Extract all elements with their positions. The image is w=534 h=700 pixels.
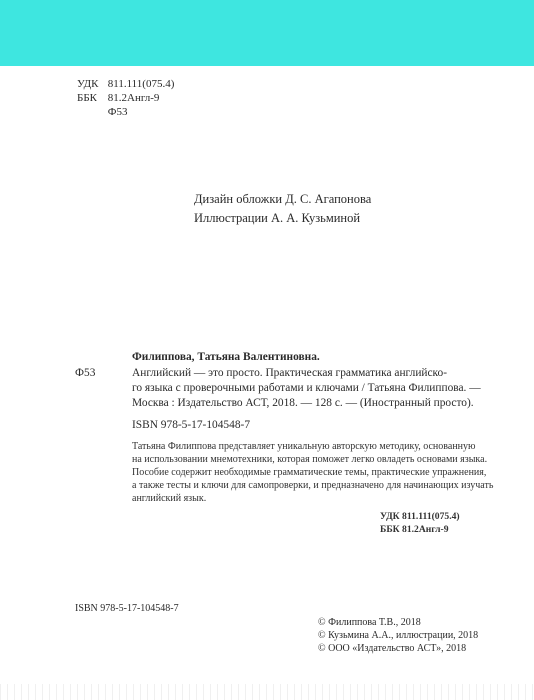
udk-code: УДК 811.111(075.4) xyxy=(380,511,460,522)
record-line-2: го языка с проверочными работами и ключами / Татьяна Филиппова. — xyxy=(132,382,481,394)
bbk-label: ББК xyxy=(77,92,97,104)
bbk-code: ББК 81.2Англ-9 xyxy=(380,524,449,535)
top-color-band xyxy=(0,0,534,66)
author-sign: Ф53 xyxy=(107,106,128,118)
udk-label: УДК xyxy=(77,78,99,90)
copyright-block xyxy=(318,616,478,655)
credits-block xyxy=(194,190,371,228)
illustrations-credit: Иллюстрации А. А. Кузьминой xyxy=(194,211,361,225)
copyright-publisher: © ООО «Издательство АСТ», 2018 xyxy=(318,643,467,654)
author-sign-row xyxy=(77,105,174,119)
udk-row xyxy=(77,77,174,91)
footer-isbn: ISBN 978-5-17-104548-7 xyxy=(75,603,179,614)
record-isbn: ISBN 978-5-17-104548-7 xyxy=(132,419,251,431)
udk-value: 811.111(075.4) xyxy=(107,78,175,90)
record-line-1: Английский — это просто. Практическая грамматика английско- xyxy=(132,367,448,379)
bbk-row xyxy=(77,91,174,105)
record-line-3: Москва : Издательство АСТ, 2018. — 128 с. — (Иностранный просто). xyxy=(132,397,474,409)
classification-codes xyxy=(380,510,460,536)
cover-design-credit: Дизайн обложки Д. С. Агапонова xyxy=(194,192,372,206)
abstract-line-1: Татьяна Филиппова представляет уникальную авторскую методику, основанную xyxy=(132,441,476,452)
copyright-author: © Филиппова Т.В., 2018 xyxy=(318,617,421,628)
bbk-value: 81.2Англ-9 xyxy=(107,92,160,104)
copyright-illustrator: © Кузьмина А.А., иллюстрации, 2018 xyxy=(318,630,479,641)
abstract-line-4: а также тесты и ключи для самопроверки, и предназначено для начинающих изучать xyxy=(132,480,494,491)
author-heading: Филиппова, Татьяна Валентиновна. xyxy=(132,351,320,363)
record-sign: Ф53 xyxy=(75,367,96,379)
abstract-line-5: английский язык. xyxy=(132,493,207,504)
abstract-line-2: на использовании мнемотехники, которая поможет легко овладеть основами языка. xyxy=(132,454,488,465)
classification-block xyxy=(77,77,174,119)
abstract xyxy=(132,440,493,505)
abstract-line-3: Пособие содержит необходимые грамматические темы, практические упражнения, xyxy=(132,467,487,478)
bottom-edge-texture xyxy=(0,684,534,700)
